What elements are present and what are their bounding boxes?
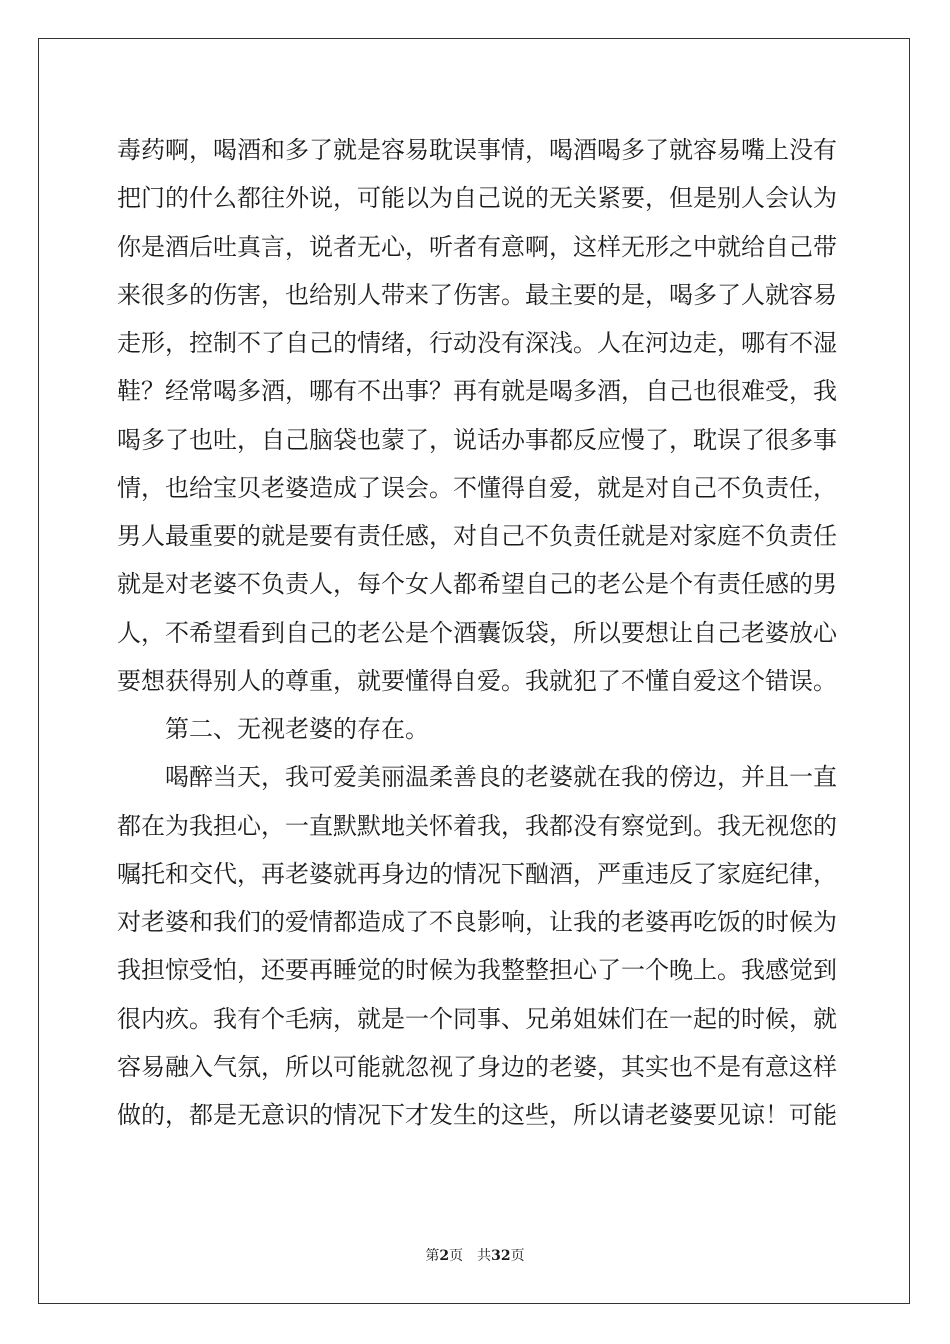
text-line: 男人最重要的就是要有责任感，对自己不负责任就是对家庭不负责任 — [117, 522, 837, 550]
text-line: 都在为我担心，一直默默地关怀着我，我都没有察觉到。我无视您的 — [117, 811, 837, 840]
text-line: 走形，控制不了自己的情绪，行动没有深浅。人在河边走，哪有不湿 — [117, 329, 837, 357]
text-line: 嘱托和交代，再老婆就再身边的情况下酗酒，严重违反了家庭纪律， — [117, 859, 837, 888]
total-prefix: 共 — [477, 1248, 492, 1264]
text-line: 鞋？经常喝多酒，哪有不出事？再有就是喝多酒，自己也很难受，我 — [117, 377, 837, 406]
text-line: 很内疚。我有个毛病，就是一个同事、兄弟姐妹们在一起的时候，就 — [117, 1004, 837, 1033]
text-line: 毒药啊，喝酒和多了就是容易耽误事情，喝酒喝多了就容易嘴上没有 — [117, 136, 837, 164]
text-line: 人，不希望看到自己的老公是个酒囊饭袋，所以要想让自己老婆放心 — [117, 618, 837, 647]
text-line: 要想获得别人的尊重，就要懂得自爱。我就犯了不懂自爱这个错误。 — [117, 666, 837, 695]
total-suffix: 页 — [510, 1248, 525, 1264]
text-line: 做的，都是无意识的情况下才发生的这些，所以请老婆要见谅！可能 — [117, 1101, 837, 1129]
total-pages: 32 — [491, 1248, 511, 1264]
text-line: 喝多了也吐，自己脑袋也蒙了，说话办事都反应慢了，耽误了很多事 — [117, 425, 837, 454]
text-line: 来很多的伤害，也给别人带来了伤害。最主要的是，喝多了人就容易 — [117, 280, 837, 309]
text-line: 就是对老婆不负责人，每个女人都希望自己的老公是个有责任感的男 — [117, 570, 837, 599]
text-line: 你是酒后吐真言，说者无心，听者有意啊，这样无形之中就给自己带 — [117, 232, 837, 261]
page-prefix: 第 — [425, 1248, 440, 1264]
page-footer — [0, 1246, 950, 1266]
text-line: 对老婆和我们的爱情都造成了不良影响，让我的老婆再吃饭的时候为 — [117, 908, 837, 936]
page-suffix: 页 — [449, 1248, 464, 1264]
page-number: 2 — [439, 1248, 450, 1264]
text-line: 容易融入气氛，所以可能就忽视了身边的老婆，其实也不是有意这样 — [117, 1052, 837, 1081]
text-line: 我担惊受怕，还要再睡觉的时候为我整整担心了一个晚上。我感觉到 — [117, 956, 837, 985]
text-line: 第二、无视老婆的存在。 — [117, 715, 429, 743]
text-line: 把门的什么都往外说，可能以为自己说的无关紧要，但是别人会认为 — [117, 184, 837, 213]
text-line: 喝醉当天，我可爱美丽温柔善良的老婆就在我的傍边，并且一直 — [117, 763, 837, 792]
text-line: 情，也给宝贝老婆造成了误会。不懂得自爱，就是对自己不负责任， — [117, 473, 837, 502]
